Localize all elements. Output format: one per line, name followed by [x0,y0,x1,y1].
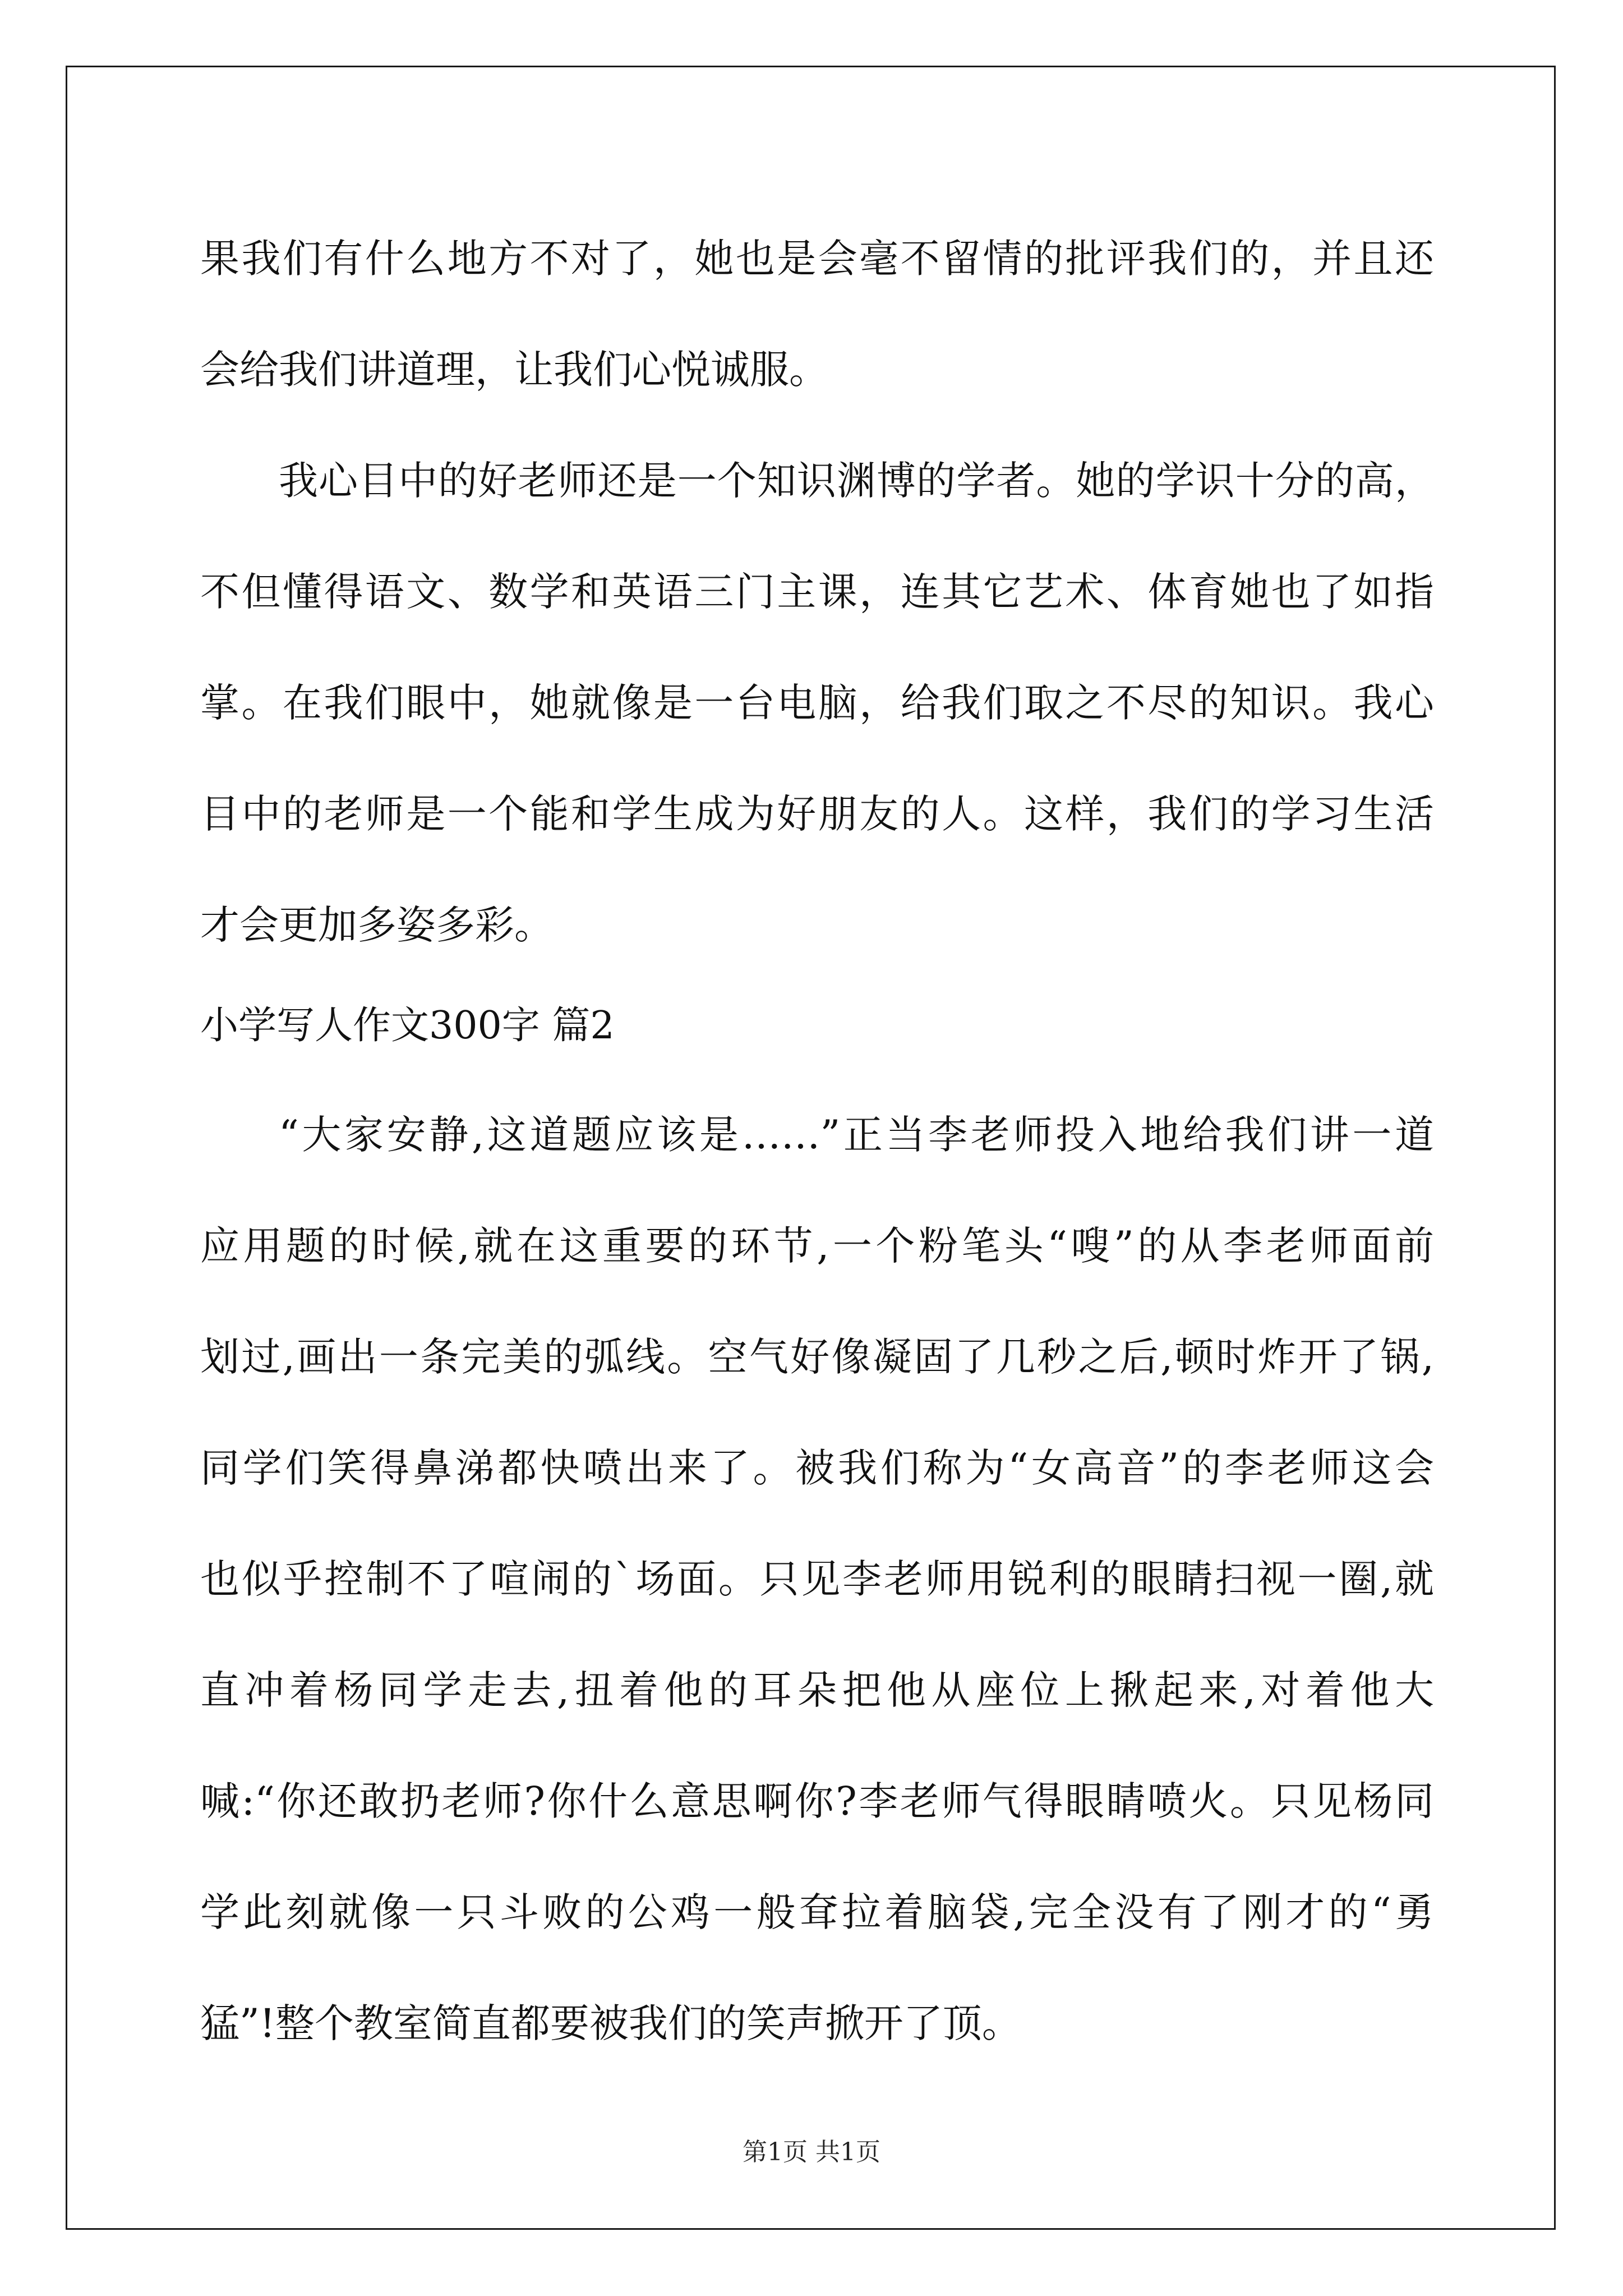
text-line: 划过,画出一条完美的弧线。空气好像凝固了几秒之后,顿时炸开了锅, [200,1334,1434,1380]
document-body [200,203,1434,2079]
text-line: 会给我们讲道理，让我们心悦诚服。 [200,347,828,393]
page-number-footer: 第1页 共1页 [743,2138,880,2166]
text-line: 不但懂得语文、数学和英语三门主课，连其它艺术、体育她也了如指 [200,569,1434,615]
text-line: 同学们笑得鼻涕都快喷出来了。被我们称为“女高音”的李老师这会 [200,1445,1434,1491]
text-line: 学此刻就像一只斗败的公鸡一般耷拉着脑袋,完全没有了刚才的“勇 [200,1889,1434,1935]
paragraph [200,1079,1434,2079]
text-line: 才会更加多姿多彩。 [200,902,554,948]
paragraph [200,203,1434,425]
text-line: 直冲着杨同学走去,扭着他的耳朵把他从座位上揪起来,对着他大 [200,1667,1434,1713]
text-line: 掌。在我们眼中，她就像是一台电脑，给我们取之不尽的知识。我心 [200,680,1434,726]
text-line: 也似乎控制不了喧闹的`场面。只见李老师用锐利的眼睛扫视一圈,就 [200,1556,1434,1602]
text-line: “大家安静,这道题应该是……”正当李老师投入地给我们讲一道 [279,1112,1434,1158]
text-line: 果我们有什么地方不对了，她也是会毫不留情的批评我们的，并且还 [200,236,1434,282]
section-heading: 小学写人作文300字 篇2 [200,1004,615,1048]
text-line: 我心目中的好老师还是一个知识渊博的学者。她的学识十分的高， [279,458,1434,504]
text-line: 目中的老师是一个能和学生成为好朋友的人。这样，我们的学习生活 [200,791,1434,837]
spacer [200,1071,1434,1079]
paragraph [200,425,1434,981]
text-line: 猛”!整个教室简直都要被我们的笑声掀开了顶。 [200,2000,1021,2046]
text-line: 应用题的时候,就在这重要的环节,一个粉笔头“嗖”的从李老师面前 [200,1223,1434,1269]
text-line: 喊:“你还敢扔老师?你什么意思啊你?李老师气得眼睛喷火。只见杨同 [200,1778,1434,1824]
